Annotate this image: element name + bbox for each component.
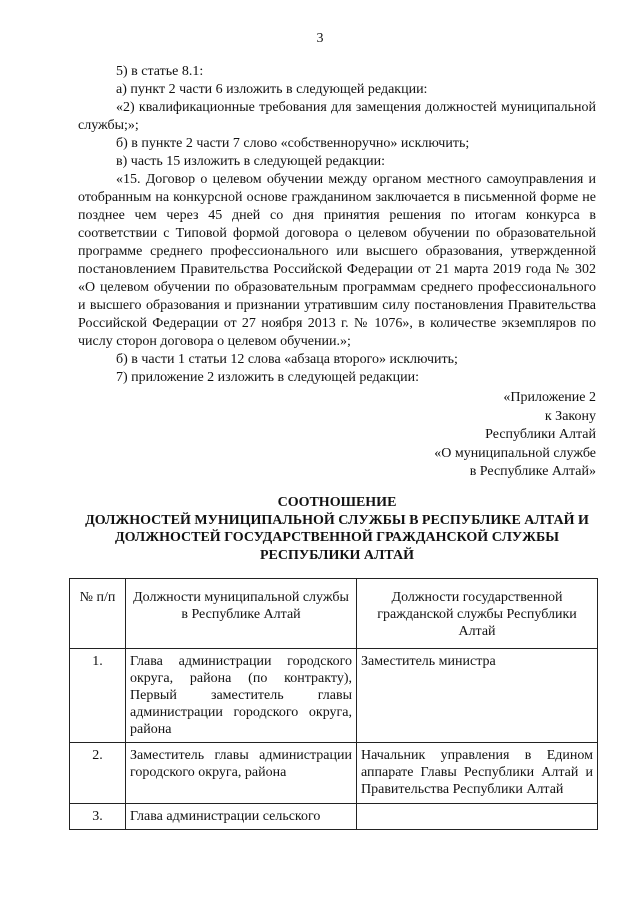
table-row <box>70 804 598 830</box>
municipal-position: Глава администрации городского округа, района (по контракту), Первый заместитель главы администрации городского округа, района <box>126 649 357 743</box>
table-header-row <box>70 579 598 649</box>
header-state: Должности государственной гражданской службы Республики Алтай <box>357 579 598 649</box>
amendment-text <box>78 63 596 387</box>
state-position: Заместитель министра <box>357 649 598 743</box>
appendix-line: «О муниципальной службе <box>434 445 596 461</box>
appendix-reference <box>434 389 596 482</box>
row-number: 1. <box>70 649 126 743</box>
paragraph: б) в пункте 2 части 7 слово «собственноручно» исключить; <box>116 136 470 151</box>
paragraph: б) в части 1 статьи 12 слова «абзаца второго» исключить; <box>116 352 458 367</box>
table-title-main: СООТНОШЕНИЕ <box>277 495 397 510</box>
municipal-position: Глава администрации сельского <box>126 804 357 830</box>
municipal-position: Заместитель главы администрации городского округа, района <box>126 743 357 804</box>
header-municipal: Должности муниципальной службы в Республике Алтай <box>126 579 357 649</box>
appendix-line: к Закону <box>544 408 596 424</box>
row-number: 2. <box>70 743 126 804</box>
appendix-line: в Республике Алтай» <box>469 464 596 479</box>
row-number: 3. <box>70 804 126 830</box>
appendix-line: «Приложение 2 <box>503 390 596 405</box>
paragraph: 5) в статье 8.1: <box>116 64 204 79</box>
state-position: Начальник управления в Едином аппарате Главы Республики Алтай и Правительства Республики Алтай <box>357 743 598 804</box>
paragraph: 7) приложение 2 изложить в следующей редакции: <box>116 370 419 385</box>
appendix-line: Республики Алтай <box>485 427 596 442</box>
table-row <box>70 743 598 804</box>
correspondence-table <box>69 578 598 830</box>
header-number: № п/п <box>70 579 126 649</box>
paragraph: а) пункт 2 части 6 изложить в следующей редакции: <box>116 82 428 97</box>
state-position <box>357 804 598 830</box>
paragraph: «15. Договор о целевом обучении между органом местного самоуправления и отобранным на конкурсной основе гражданином заключается в письменной форме не позднее чем через 45 дней со дня принятия решения по итогам конкурса в соответствии с Типовой формой договора о целевом обучении по образовательной программе среднего профессионального или высшего образования, утвержденной постановлением Правительства Российской Федерации от 21 марта 2019 года № 302 «О целевом обучении по образовательным программам среднего профессионального и высшего образования и признании утратившим силу постановления Правительства Российской Федерации от 27 ноября 2013 г. № 1076», в количестве экземпляров по числу сторон договора о целевом обучении.»; <box>78 172 596 349</box>
table-title-subtitle: ДОЛЖНОСТЕЙ МУНИЦИПАЛЬНОЙ СЛУЖБЫ В РЕСПУБЛИКЕ АЛТАЙ И ДОЛЖНОСТЕЙ ГОСУДАРСТВЕННОЙ ГРАЖДАНСКОЙ СЛУЖБЫ РЕСПУБЛИКИ АЛТАЙ <box>85 512 589 563</box>
paragraph: «2) квалификационные требования для замещения должностей муниципальной службы;»; <box>78 100 596 133</box>
table-title <box>78 494 596 564</box>
table-row <box>70 649 598 743</box>
page-number: 3 <box>316 31 324 46</box>
paragraph: в) часть 15 изложить в следующей редакции: <box>116 154 386 169</box>
